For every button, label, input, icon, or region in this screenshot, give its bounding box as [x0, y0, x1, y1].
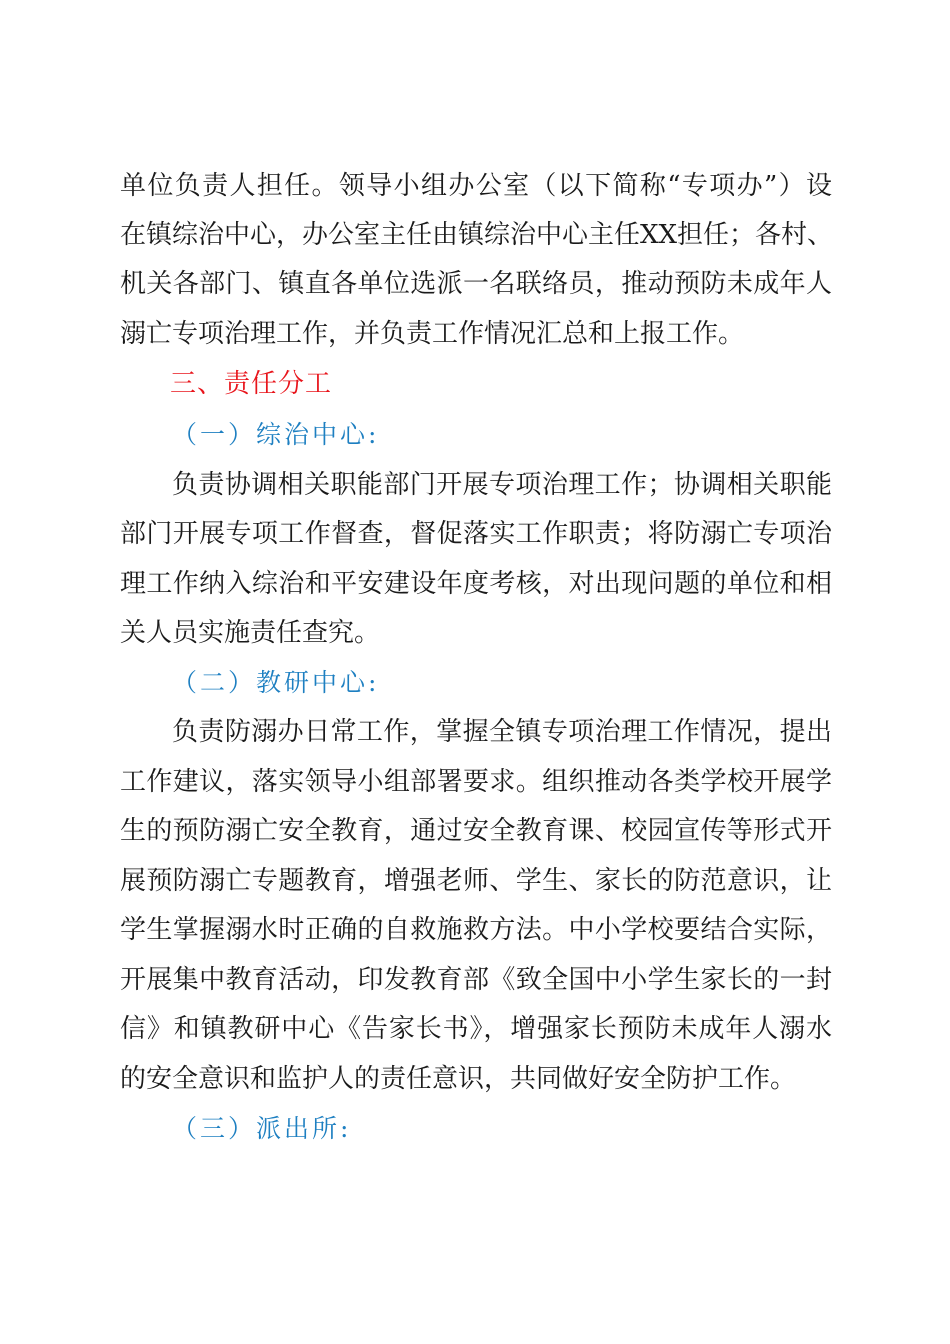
paragraph-line: 溺亡专项治理工作，并负责工作情况汇总和上报工作。: [120, 319, 745, 349]
section-heading: 三、责任分工: [170, 369, 333, 399]
paragraph-line: 单位负责人担任。领导小组办公室（以下简称“专项办”）设: [120, 171, 832, 201]
paragraph-line: 工作建议，落实领导小组部署要求。组织推动各类学校开展学: [120, 767, 832, 797]
paragraph-line: 负责防溺办日常工作，掌握全镇专项治理工作情况，提出: [172, 717, 832, 747]
subsection-heading-3: （三）派出所:: [172, 1114, 352, 1143]
paragraph-line: 展预防溺亡专题教育，增强老师、学生、家长的防范意识，让: [120, 866, 832, 896]
paragraph-line: 开展集中教育活动，印发教育部《致全国中小学生家长的一封: [120, 965, 832, 995]
paragraph-line: 学生掌握溺水时正确的自救施救方法。中小学校要结合实际，: [120, 915, 832, 945]
paragraph-line: 关人员实施责任查究。: [120, 618, 381, 648]
paragraph-line: 机关各部门、镇直各单位选派一名联络员，推动预防未成年人: [120, 269, 832, 299]
paragraph-line: 生的预防溺亡安全教育，通过安全教育课、校园宣传等形式开: [120, 816, 832, 846]
paragraph-line: 部门开展专项工作督查，督促落实工作职责；将防溺亡专项治: [120, 519, 832, 549]
paragraph-line: 理工作纳入综治和平安建设年度考核，对出现问题的单位和相: [120, 569, 832, 599]
paragraph-line: 的安全意识和监护人的责任意识，共同做好安全防护工作。: [120, 1064, 797, 1094]
subsection-heading-2: （二）教研中心:: [172, 668, 380, 697]
paragraph-line: 信》和镇教研中心《告家长书》，增强家长预防未成年人溺水: [120, 1014, 832, 1044]
paragraph-line: 负责协调相关职能部门开展专项治理工作；协调相关职能: [172, 470, 832, 500]
paragraph-line: 在镇综治中心，办公室主任由镇综治中心主任XX担任；各村、: [120, 220, 834, 250]
subsection-heading-1: （一）综治中心:: [172, 420, 380, 449]
